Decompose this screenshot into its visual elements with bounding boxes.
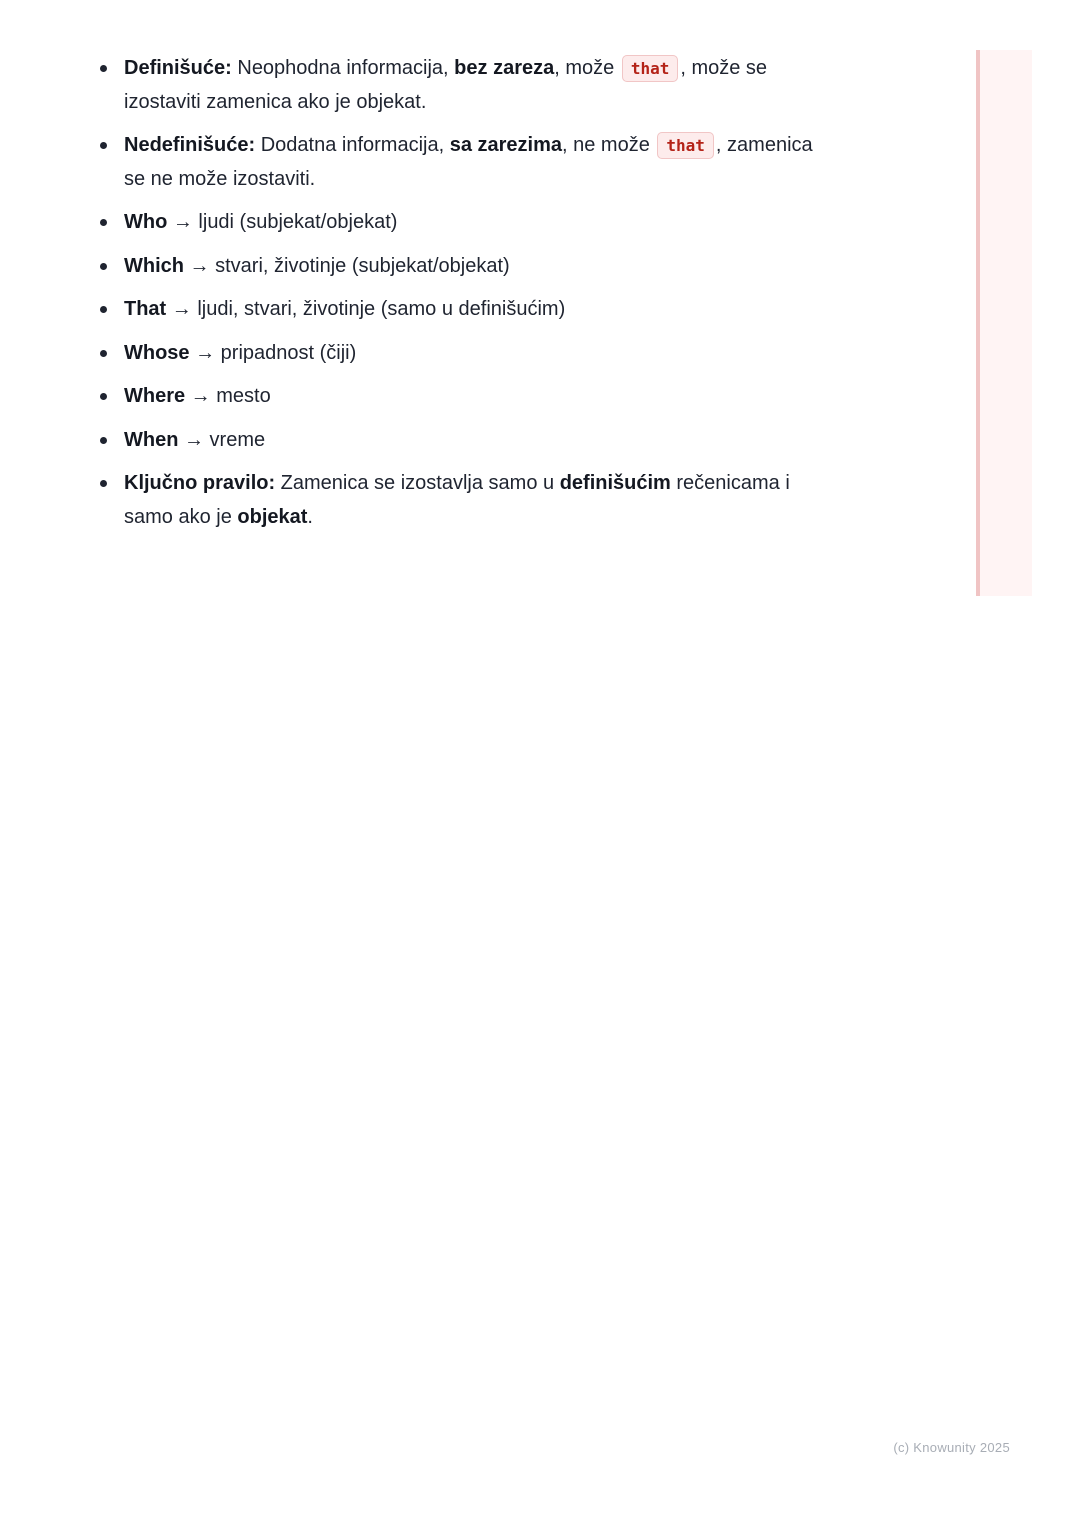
item-text: , ne može — [562, 134, 656, 156]
item-text: → mesto — [185, 385, 271, 407]
bullet-icon — [100, 480, 107, 487]
item-term: Whose — [124, 341, 190, 364]
list-item-which — [98, 250, 828, 284]
bullet-icon — [100, 393, 107, 400]
inline-code: that — [622, 55, 679, 82]
item-text: , može se izostaviti zamenica ako je objekat. — [124, 57, 768, 113]
item-text: → ljudi (subjekat/objekat) — [167, 211, 398, 233]
sidebar-accent-panel — [976, 50, 1032, 596]
item-term: Nedefinišuće: — [124, 134, 256, 156]
item-emphasis: definišućim — [559, 472, 671, 494]
item-term: When — [124, 428, 179, 451]
item-emphasis: sa zarezima — [449, 134, 562, 156]
list-item-who — [98, 206, 828, 240]
bullet-icon — [100, 350, 107, 357]
item-term: Where — [124, 385, 186, 407]
bullet-icon — [100, 263, 107, 270]
item-text: → stvari, životinje (subjekat/objekat) — [184, 254, 510, 277]
item-term: Which — [124, 254, 184, 277]
list-item-where — [98, 380, 828, 414]
item-text: , može — [554, 57, 620, 79]
item-emphasis: objekat — [237, 505, 308, 528]
item-term: That — [124, 298, 167, 320]
item-term: Definišuće: — [124, 57, 232, 79]
item-text: → vreme — [178, 428, 266, 451]
list-item-when — [98, 424, 828, 458]
bullet-icon — [100, 306, 107, 313]
item-text: . — [307, 505, 313, 528]
list-item-defining — [98, 52, 828, 119]
bullet-icon — [100, 142, 107, 149]
list-item-whose — [98, 337, 828, 371]
bullet-icon — [100, 219, 107, 226]
inline-code: that — [657, 132, 714, 159]
list-item-non-defining — [98, 129, 828, 196]
item-text: → pripadnost (čiji) — [189, 341, 357, 364]
list-item-key-rule — [98, 467, 828, 534]
list-item-that — [98, 293, 828, 327]
item-text: rečenicama i samo ako je — [124, 472, 790, 528]
relative-clause-rules-list — [98, 52, 828, 544]
bullet-icon — [100, 437, 107, 444]
item-text: Neophodna informacija, — [231, 57, 455, 79]
item-text: , zamenica se ne može izostaviti. — [124, 134, 813, 190]
item-emphasis: bez zareza — [454, 57, 555, 79]
item-term: Ključno pravilo: — [124, 472, 276, 494]
item-text: Dodatna informacija, — [255, 134, 450, 156]
bullet-icon — [100, 65, 107, 72]
item-text: → ljudi, stvari, životinje (samo u definišućim) — [166, 298, 566, 320]
copyright-footer: (c) Knowunity 2025 — [893, 1440, 1010, 1455]
item-text: Zamenica se izostavlja samo u — [275, 472, 560, 494]
item-term: Who — [124, 211, 168, 233]
